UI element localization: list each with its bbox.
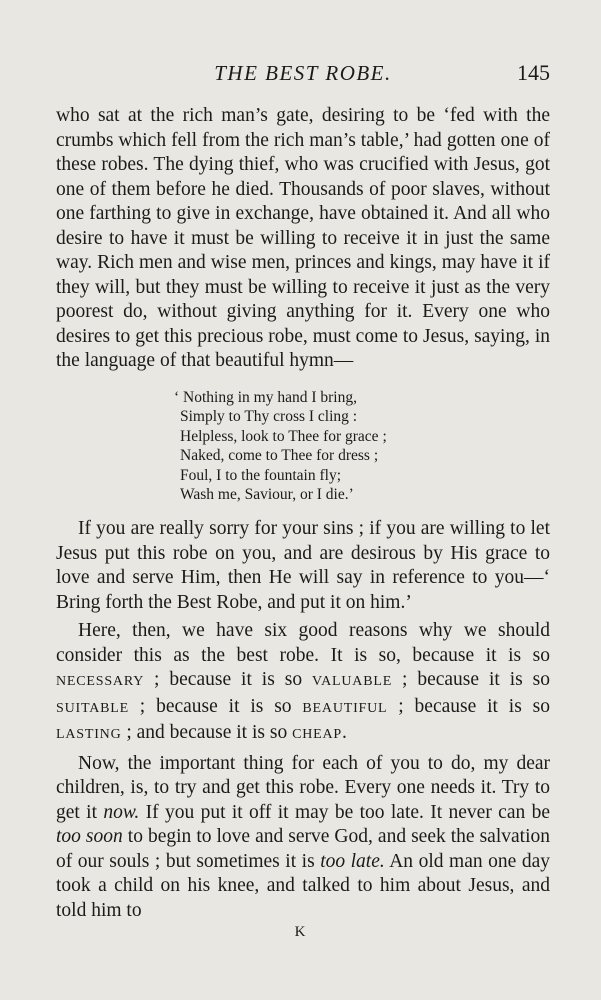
hymn-quote	[174, 388, 550, 506]
small-caps-word: LASTING	[56, 727, 122, 743]
small-caps-word: NECESSARY	[56, 674, 145, 690]
italic-word: too late.	[320, 850, 385, 872]
poem-line: Naked, come to Thee for dress ;	[180, 447, 379, 465]
italic-word: too soon	[56, 826, 123, 848]
paragraph-4	[56, 752, 550, 924]
paragraph-2: If you are really sorry for your sins ; if you are willing to let Jesus put this robe on you, and are desirous by His grace to love and serve Him, then He will say in reference to you—‘ Bring forth the Best Robe, and put it on him.’	[56, 518, 550, 613]
poem-line: Foul, I to the fountain fly;	[180, 466, 342, 484]
paragraph-1: who sat at the rich man’s gate, desiring to be ‘fed with the crumbs which fell from the rich man’s table,’ had gotten one of these robes. The dying thief, who was crucified with Jesus, got one of them before he died. Thousands of poor slaves, without one farthing to give in exchange, have obtained it. And all who desire to have it must be willing to receive it in just the same way. Rich men and wise men, princes and kings, may have it if they will, but they must be willing to receive it just as the very poorest do, without giving anything for it. Every one who desires to get this precious robe, must come to Jesus, saying, in the language of that beautiful hymn—	[56, 105, 550, 371]
paragraph-4-text: Now, the important thing for each of you to do, my dear children, is, to try and get this robe. Every one needs it. Try to get it	[56, 752, 550, 823]
paragraph-4-text: to begin to love and serve God, and seek the salvation of our souls ; but sometimes it is	[56, 826, 550, 872]
paragraph-3-text: ; because it is so	[128, 695, 303, 717]
small-caps-word: BEAUTIFUL	[302, 700, 388, 716]
paragraph-3-text: ; because it is so	[392, 669, 550, 691]
small-caps-word: CHEAP	[292, 727, 342, 743]
paragraph-3-text: .	[341, 722, 347, 744]
body-text	[56, 104, 550, 923]
small-caps-word: SUITABLE	[56, 700, 129, 716]
paragraph-3-text: ; because it is so	[387, 695, 551, 717]
paragraph-3	[56, 619, 550, 748]
italic-word: now.	[103, 801, 140, 823]
poem-line: Simply to Thy cross I cling :	[180, 408, 358, 426]
running-title: THE BEST ROBE.	[214, 61, 392, 85]
poem-line: Helpless, look to Thee for grace ;	[180, 427, 387, 445]
paragraph-4-text: An old man one day took a child on his knee, and talked to him about Jesus, and told him to	[56, 850, 550, 921]
small-caps-word: VALUABLE	[312, 674, 393, 690]
poem-line: ‘ Nothing in my hand I bring,	[174, 388, 357, 406]
paragraph-4-text: If you put it off it may be too late. It never can be	[139, 801, 550, 823]
page-header	[56, 58, 550, 88]
paragraph-3-text: ; because it is so	[144, 669, 313, 691]
signature-mark: K	[294, 924, 307, 940]
poem-line: Wash me, Saviour, or I die.’	[180, 486, 354, 504]
paragraph-3-text: ; and because it is so	[121, 722, 293, 744]
paragraph-3-text: Here, then, we have six good reasons why we should consider this as the best robe. It is so, because it is so	[56, 620, 550, 666]
page-number: 145	[517, 60, 550, 85]
